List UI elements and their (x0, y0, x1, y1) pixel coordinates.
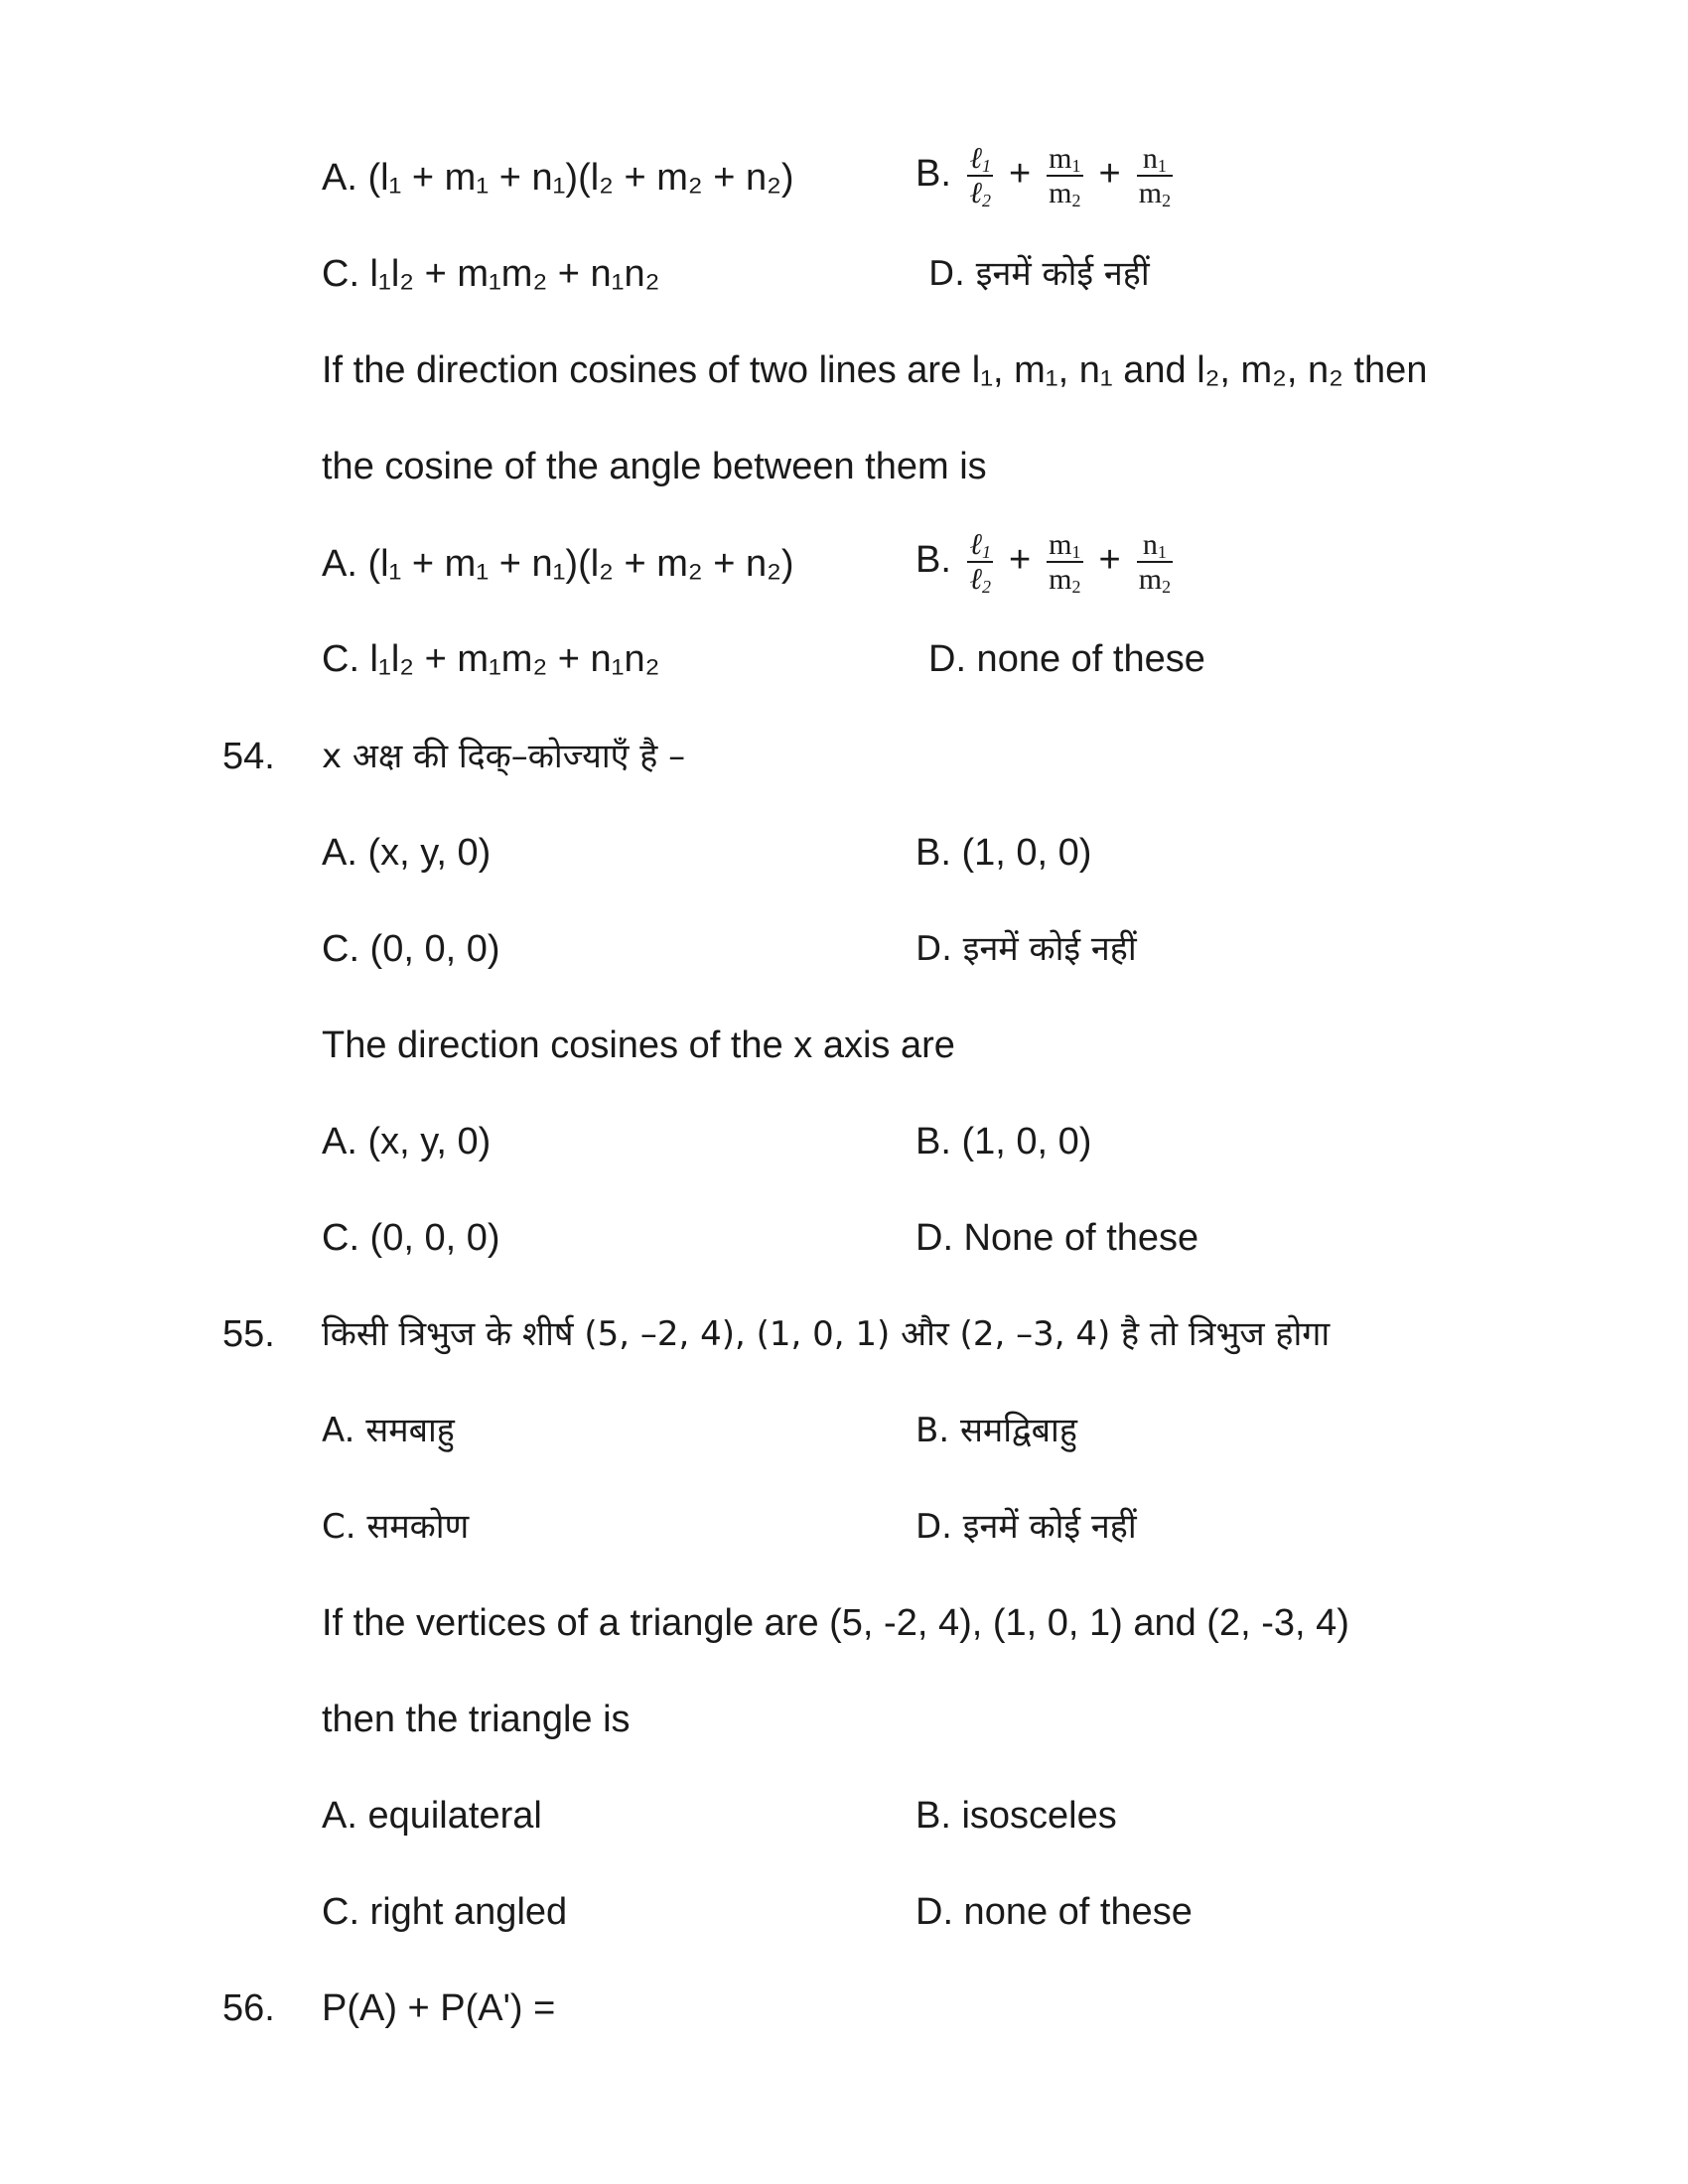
fraction-n1-n2: $\frac{n_1}{m_2}$ (1138, 528, 1172, 597)
q53-en-option-b: B. $\frac{\ell_1}{\ell_2}$ + $\frac{m_1}{m_2}$ + $\frac{n_1}{m_2}$ (915, 528, 1172, 597)
fraction-m1-m2: $\frac{m_1}{m_2}$ (1049, 528, 1081, 597)
q54-stem-english: The direction cosines of the x axis are (322, 1024, 955, 1066)
question-number-55: 55. (222, 1313, 275, 1355)
q55-stem-hindi: किसी त्रिभुज के शीर्ष (5, –2, 4), (1, 0, 1) और (2, –3, 4) है तो त्रिभुज होगा (322, 1314, 1331, 1354)
q53-en-option-c: C. l₁l₂ + m₁m₂ + n₁n₂ (322, 638, 660, 680)
q54-stem-hindi: x अक्ष की दिक्–कोज्याएँ है – (322, 737, 686, 776)
q53-en-option-d: D. none of these (928, 638, 1205, 680)
fraction-l1-l2: $\frac{\ell_1}{\ell_2}$ (969, 142, 991, 210)
q54-en-option-d: D. None of these (915, 1217, 1199, 1259)
q55-hi-option-c: C. समकोण (322, 1507, 470, 1547)
q53-en-stem-line1: If the direction cosines of two lines are l₁, m₁, n₁ and l₂, m₂, n₂ then (322, 349, 1428, 391)
q54-hi-option-a: A. (x, y, 0) (322, 832, 492, 874)
q55-hi-option-b: B. समद्विबाहु (915, 1411, 1077, 1450)
fraction-m1-m2: $\frac{m_1}{m_2}$ (1049, 142, 1081, 210)
q55-stem-english-line1: If the vertices of a triangle are (5, -2, 4), (1, 0, 1) and (2, -3, 4) (322, 1602, 1349, 1644)
fraction-l1-l2: $\frac{\ell_1}{\ell_2}$ (969, 528, 991, 597)
q53-hi-option-b-label: B. (915, 153, 951, 196)
q55-stem-english-line2: then the triangle is (322, 1699, 631, 1740)
q54-en-option-c: C. (0, 0, 0) (322, 1217, 500, 1259)
q53-en-stem-line2: the cosine of the angle between them is (322, 446, 987, 487)
q53-hi-option-c: C. l₁l₂ + m₁m₂ + n₁n₂ (322, 253, 660, 295)
question-number-54: 54. (222, 736, 275, 777)
q53-hi-option-a: A. (l₁ + m₁ + n₁)(l₂ + m₂ + n₂) (322, 157, 794, 199)
q54-en-option-b: B. (1, 0, 0) (915, 1121, 1092, 1162)
q55-en-option-a: A. equilateral (322, 1795, 542, 1837)
q55-en-option-b: B. isosceles (915, 1795, 1117, 1837)
q54-hi-option-b: B. (1, 0, 0) (915, 832, 1092, 874)
q53-hi-option-b: B. $\frac{\ell_1}{\ell_2}$ + $\frac{m_1}{m_2}$ + $\frac{n_1}{m_2}$ (915, 142, 1172, 210)
q53-hi-option-d: D. इनमें कोई नहीं (928, 254, 1150, 294)
q53-en-option-b-label: B. (915, 539, 951, 582)
q54-hi-option-d: D. इनमें कोई नहीं (915, 929, 1137, 969)
q55-en-option-d: D. none of these (915, 1891, 1193, 1933)
fraction-n1-n2: $\frac{n_1}{m_2}$ (1138, 142, 1172, 210)
q54-hi-option-c: C. (0, 0, 0) (322, 928, 500, 970)
q54-en-option-a: A. (x, y, 0) (322, 1121, 492, 1162)
q56-stem: P(A) + P(A') = (322, 1987, 556, 2029)
q53-en-option-a: A. (l₁ + m₁ + n₁)(l₂ + m₂ + n₂) (322, 543, 794, 585)
q55-hi-option-d: D. इनमें कोई नहीं (915, 1507, 1137, 1547)
q55-hi-option-a: A. समबाहु (322, 1411, 455, 1450)
q55-en-option-c: C. right angled (322, 1891, 568, 1933)
question-number-56: 56. (222, 1987, 275, 2029)
